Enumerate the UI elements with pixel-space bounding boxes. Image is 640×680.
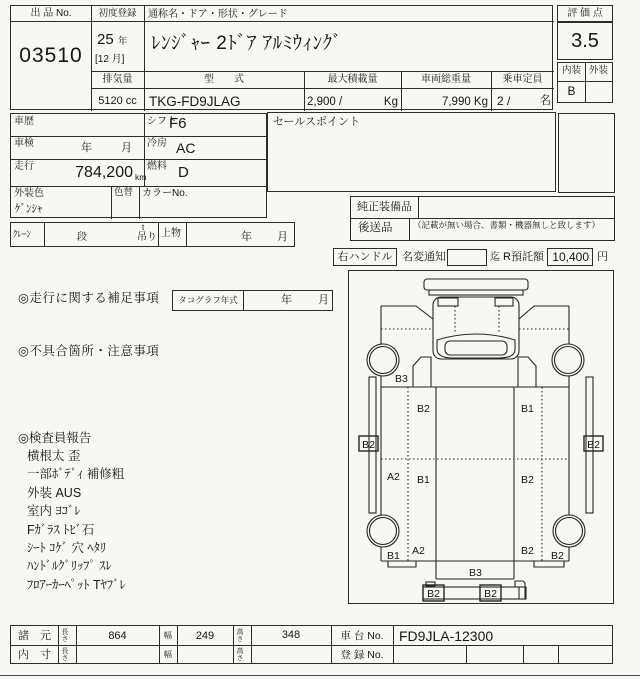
vehicle-name-header: 通称名・ドア・形状・グレード bbox=[148, 9, 288, 20]
grid-line bbox=[91, 88, 554, 89]
inspection-label: 車検 bbox=[14, 138, 34, 149]
rename-notice-field bbox=[447, 249, 487, 266]
damage-label-rear-left-wheel: B1 bbox=[387, 550, 400, 562]
inspection-month-unit: 月 bbox=[121, 142, 132, 154]
grid-line bbox=[233, 626, 234, 663]
grid-line bbox=[351, 218, 614, 219]
sales-point-box bbox=[267, 112, 556, 192]
defects-heading: ◎不具合箇所・注意事項 bbox=[18, 344, 160, 358]
rear-bumper-hook bbox=[515, 581, 525, 599]
width-label-2: 幅 bbox=[164, 650, 172, 659]
specs-row-label: 諸 元 bbox=[18, 630, 51, 642]
header-table bbox=[10, 5, 553, 110]
model-code: TKG-FD9JLAG bbox=[149, 94, 241, 109]
yen-unit: 円 bbox=[597, 251, 608, 263]
inspector-report-list bbox=[27, 447, 126, 594]
aircon-label: 冷房 bbox=[147, 138, 167, 149]
displacement-value: 5120 cc bbox=[98, 95, 137, 107]
color-change-label: 色替 bbox=[114, 187, 134, 198]
grid-line bbox=[11, 21, 554, 22]
inner-dims-label: 内 寸 bbox=[18, 649, 51, 661]
width-label: 幅 bbox=[164, 631, 172, 640]
first-registration-month: [12 月] bbox=[95, 54, 125, 65]
front-left-wheel bbox=[367, 344, 399, 376]
grid-line bbox=[11, 136, 266, 137]
genuine-equipment-label: 純正装備品 bbox=[357, 201, 412, 213]
shift-value: F6 bbox=[169, 115, 187, 132]
report-item: Fｶﾞﾗｽ ﾄﾋﾞ石 bbox=[27, 522, 95, 537]
fuel-value: D bbox=[178, 164, 189, 181]
length-value: 864 bbox=[108, 630, 127, 642]
grid-line bbox=[393, 626, 394, 663]
capacity-value: 2 / bbox=[497, 94, 511, 108]
forwarded-items-label: 後送品 bbox=[358, 222, 393, 234]
sun-visor-left bbox=[438, 298, 458, 306]
grid-line bbox=[523, 645, 524, 663]
windshield-inner bbox=[445, 341, 507, 355]
color-no-label: カラーNo. bbox=[142, 188, 188, 199]
first-registration-year bbox=[97, 31, 127, 48]
crane-ton-unit: t bbox=[142, 223, 145, 232]
history-label: 車歴 bbox=[14, 116, 34, 127]
score-value-box bbox=[557, 22, 613, 60]
damage-label-bed-front-right: B1 bbox=[521, 403, 534, 415]
specs-table bbox=[10, 625, 613, 664]
truck-diagram bbox=[349, 271, 613, 603]
side-empty-box bbox=[558, 113, 615, 193]
length-label-2: 長さ bbox=[61, 647, 68, 661]
damage-label-rear-right-inner: B2 bbox=[521, 545, 534, 557]
grid-line bbox=[58, 626, 59, 663]
rear-left-wheel bbox=[367, 515, 399, 547]
handle-position: 右ハンドル bbox=[337, 251, 393, 263]
crane-row bbox=[10, 222, 295, 247]
rename-until-label: 迄 bbox=[490, 252, 500, 263]
right-quarter-panel bbox=[518, 357, 536, 387]
payload-unit: Kg bbox=[383, 96, 398, 108]
inspector-report-heading: ◎検査員報告 bbox=[18, 431, 92, 445]
interior-grade-value: B bbox=[567, 84, 576, 98]
mileage-supplement-heading: ◎走行に関する補足事項 bbox=[18, 291, 160, 305]
displacement-label: 排気量 bbox=[102, 74, 133, 85]
rear-right-wheel bbox=[553, 515, 585, 547]
crane-stage-label: 段 bbox=[77, 232, 87, 243]
recycle-deposit-value: 10,400 bbox=[552, 250, 589, 264]
damage-label-rear-gate: B3 bbox=[469, 567, 482, 579]
vehicle-name: ﾚﾝｼﾞｬｰ 2ﾄﾞｱ ｱﾙﾐｳｨﾝｸﾞ bbox=[151, 33, 343, 54]
damage-label-right-side: B2 bbox=[587, 439, 600, 451]
body-type-label: 上物 bbox=[161, 228, 181, 239]
score-label: 評 価 点 bbox=[567, 8, 603, 19]
score-header-box bbox=[557, 5, 613, 22]
lot-label: 出 品 No. bbox=[30, 8, 72, 19]
height-value: 348 bbox=[281, 629, 301, 641]
damage-label-rear-bumper-right: B2 bbox=[484, 588, 497, 600]
registration-no-label: 登 録 No. bbox=[340, 649, 384, 661]
handle-position-box bbox=[333, 248, 397, 266]
gvw-label: 車両総重量 bbox=[421, 74, 471, 85]
report-item: 一部ﾎﾞﾃﾞｨ 補修粗 bbox=[27, 467, 125, 482]
body-month-unit: 月 bbox=[277, 231, 288, 243]
grid-line bbox=[418, 197, 419, 218]
grid-line bbox=[558, 645, 559, 663]
tachograph-month-unit: 月 bbox=[318, 294, 329, 306]
chassis-no-label: 車 台 No. bbox=[340, 630, 384, 642]
recycle-deposit-box bbox=[547, 248, 593, 266]
chassis-no-value: FD9JLA-12300 bbox=[399, 628, 494, 644]
report-item: 横根太 歪 bbox=[27, 449, 81, 463]
sales-point-label: セールスポイント bbox=[273, 116, 361, 128]
recycle-deposit-label: R預託額 bbox=[503, 251, 544, 263]
mileage-label: 走行 bbox=[14, 161, 34, 172]
crane-lift-label: 吊り bbox=[137, 232, 157, 243]
report-item: ﾌﾛｱｰｶｰﾍﾟｯﾄ Tﾔﾌﾞﾚ bbox=[27, 577, 126, 592]
front-bumper-lip bbox=[429, 290, 523, 295]
grid-line bbox=[186, 223, 187, 246]
left-quarter-panel bbox=[413, 357, 431, 387]
exterior-color-value: ｹﾞﾝｼｬ bbox=[15, 203, 43, 215]
fuel-label: 燃料 bbox=[147, 161, 167, 172]
height-label: 高さ bbox=[236, 628, 243, 642]
first-registration-label: 初度登録 bbox=[98, 8, 137, 19]
inspection-year-unit: 年 bbox=[81, 142, 92, 154]
first-registration-year-unit: 年 bbox=[117, 36, 128, 47]
grid-line bbox=[466, 645, 467, 663]
capacity-unit: 名 bbox=[539, 95, 551, 107]
tachograph-label: タコグラフ年式 bbox=[178, 295, 238, 305]
front-right-wheel bbox=[552, 344, 584, 376]
gvw-value: 7,990 Kg bbox=[441, 96, 488, 108]
report-item: ﾊﾝﾄﾞﾙｸﾞﾘｯﾌﾟ ｽﾚ bbox=[27, 559, 112, 574]
damage-label-mid-right: B2 bbox=[521, 474, 534, 486]
tachograph-box bbox=[172, 290, 333, 311]
shift-label: シフト bbox=[147, 116, 177, 127]
damage-label-bed-front-left: B2 bbox=[417, 403, 430, 415]
score-value: 3.5 bbox=[571, 30, 599, 52]
sun-visor-right bbox=[495, 298, 513, 306]
grid-line bbox=[44, 223, 45, 246]
capacity-label: 乗車定員 bbox=[502, 74, 543, 85]
payload-label: 最大積載量 bbox=[327, 74, 378, 85]
grid-line bbox=[91, 71, 554, 72]
exterior-grade-label: 外装 bbox=[588, 65, 608, 76]
tachograph-year-unit: 年 bbox=[281, 294, 292, 306]
report-item: 室内 ﾖｺﾞﾚ bbox=[27, 504, 81, 519]
first-registration-year-value: 25 bbox=[97, 31, 114, 48]
damage-label-mid-left: B1 bbox=[417, 474, 430, 486]
forwarded-items-note: （記載が無い場合、書類・機器無しと致します） bbox=[413, 220, 601, 230]
payload-value: 2,900 / bbox=[307, 96, 343, 108]
aircon-value: AC bbox=[176, 140, 196, 156]
damage-label-rear-bumper-left: B2 bbox=[427, 588, 440, 600]
grid-line bbox=[158, 223, 159, 246]
length-label: 長さ bbox=[61, 628, 68, 642]
grade-box bbox=[557, 62, 613, 103]
left-wall-top bbox=[381, 306, 433, 319]
equipment-box bbox=[350, 196, 615, 241]
mileage-unit: km bbox=[135, 172, 147, 182]
right-wall-top bbox=[519, 306, 569, 319]
damage-label-mid-left-outer: A2 bbox=[387, 471, 400, 483]
width-value: 249 bbox=[195, 630, 215, 642]
height-label-2: 高さ bbox=[236, 647, 243, 661]
report-item: ｼｰﾄ ｺｹﾞ 穴 ﾍﾀﾘ bbox=[27, 541, 107, 556]
grid-line bbox=[409, 218, 410, 240]
crane-label: ｸﾚｰﾝ bbox=[13, 229, 32, 239]
damage-label-rear-right-wheel: B2 bbox=[551, 550, 564, 562]
info-table bbox=[10, 113, 267, 218]
report-item: 外装 AUS bbox=[27, 485, 82, 500]
rename-notice-label: 名変通知 bbox=[402, 251, 446, 263]
mileage-value: 784,200 bbox=[75, 164, 133, 181]
front-bumper bbox=[424, 279, 528, 290]
exterior-color-label: 外装色 bbox=[14, 188, 44, 199]
damage-label-rear-left-inner: A2 bbox=[412, 545, 425, 557]
interior-grade-label: 内装 bbox=[561, 65, 581, 76]
damage-label-left-side: B2 bbox=[362, 439, 375, 451]
grid-line bbox=[11, 645, 612, 646]
lot-number: 03510 bbox=[19, 44, 83, 67]
body-year-unit: 年 bbox=[241, 231, 252, 243]
grid-line bbox=[243, 291, 244, 310]
grid-line bbox=[11, 159, 266, 160]
damage-diagram-box bbox=[348, 270, 614, 604]
page-bottom-rule bbox=[0, 675, 640, 676]
model-code-label: 型 式 bbox=[204, 74, 244, 85]
damage-label-front-left-wheel: B3 bbox=[395, 373, 408, 385]
grid-line bbox=[139, 186, 140, 219]
grid-line bbox=[111, 186, 112, 219]
